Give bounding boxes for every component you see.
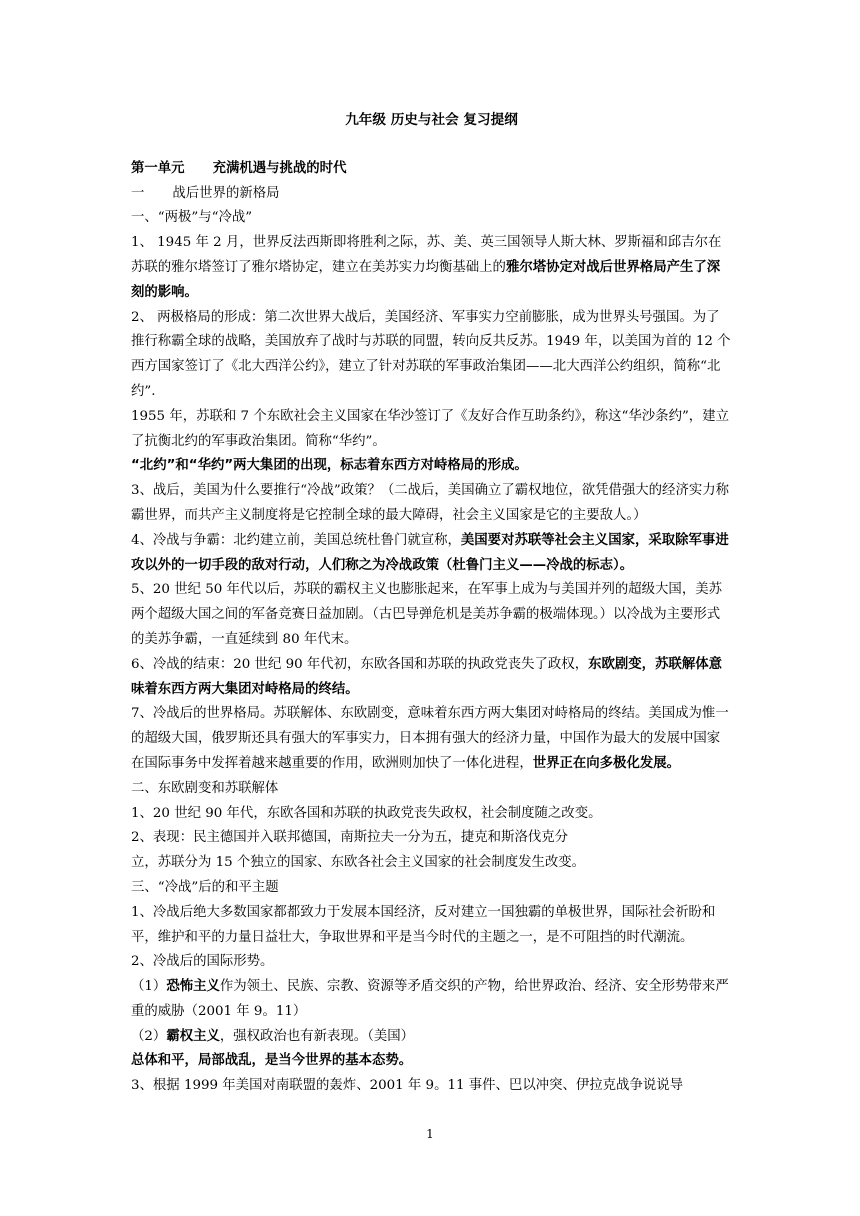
paragraph: 2、 两极格局的形成：第二次世界大战后，美国经济、军事实力空前膨胀，成为世界头号强国。为了推行称霸全球的战略，美国放弃了战时与苏联的同盟，转向反共反苏。1949 年，以美国为首的 12 个西方国家签订了《北大西洋公约》，建立了针对苏联的军事政治集团——北大西洋公约组织，简称“北约”. <box>131 309 731 399</box>
unit-heading <box>131 157 732 182</box>
key-point: 总体和平，局部战乱，是当今世界的基本态势。 <box>131 1053 413 1069</box>
subsection-heading: 二、东欧剧变和苏联解体 <box>131 780 279 796</box>
paragraph: 6、冷战的结束：20 世纪 90 年代初，东欧各国和苏联的执政党丧失了政权，东欧剧变，苏联解体意味着东西方两大集团对峙格局的终结。 <box>131 656 722 697</box>
paragraph: 3、战后，美国为什么要推行“冷战”政策？（二战后，美国确立了霸权地位，欲凭借强大的经济实力称霸世界，而共产主义制度将是它控制全球的最大障碍，社会主义国家是它的主要敌人。） <box>131 483 730 523</box>
unit-label: 第一单元 <box>131 160 185 176</box>
paragraph: 5、20 世纪 50 年代以后，苏联的霸权主义也膨胀起来，在军事上成为与美国并列的超级大国，美苏两个超级大国之间的军备竞赛日益加剧。（古巴导弹危机是美苏争霸的极端体现。）以冷战为主要形式的美苏争霸，一直延续到 80 年代末。 <box>131 582 722 647</box>
paragraph: （2）霸权主义，强权政治也有新表现。（美国） <box>131 1028 415 1044</box>
section-heading: 一 战后世界的新格局 <box>131 185 280 201</box>
paragraph: 1、 1945 年 2 月，世界反法西斯即将胜利之际，苏、美、英三国领导人斯大林、罗斯福和邱吉尔在苏联的雅尔塔签订了雅尔塔协定，建立在美苏实力均衡基础上的雅尔塔协定对战后世界格局产生了深刻的影响。 <box>131 235 722 300</box>
document-title: 九年级 历史与社会 复习提纲 <box>345 112 518 128</box>
paragraph: （1）恐怖主义作为领土、民族、宗教、资源等矛盾交织的产物，给世界政治、经济、安全形势带来严重的威胁（2001 年 9。11） <box>131 979 729 1019</box>
paragraph: 2、表现：民主德国并入联邦德国，南斯拉夫一分为五，捷克和斯洛伐克分 <box>131 830 569 846</box>
paragraph: 7、冷战后的世界格局。苏联解体、东欧剧变，意味着东西方两大集团对峙格局的终结。美国成为惟一的超级大国，俄罗斯还具有强大的军事实力，日本拥有强大的经济力量，中国作为最大的发展中国家在国际事务中发挥着越来越重要的作用，欧洲则加快了一体化进程，世界正在向多极化发展。 <box>131 706 729 771</box>
paragraph: 4、冷战与争霸：北约建立前，美国总统杜鲁门就宣称，美国要对苏联等社会主义国家，采取除军事进攻以外的一切手段的敌对行动，人们称之为冷战政策（杜鲁门主义——冷战的标志）。 <box>131 532 729 573</box>
paragraph: 2、冷战后的国际形势。 <box>131 954 274 970</box>
key-point: “北约”和“华约”两大集团的出现，标志着东西方对峙格局的形成。 <box>131 458 528 474</box>
paragraph: 1、20 世纪 90 年代，东欧各国和苏联的执政党丧失政权，社会制度随之改变。 <box>131 805 602 821</box>
subsection-heading: 三、“冷战”后的和平主题 <box>131 879 279 895</box>
unit-name: 充满机遇与挑战的时代 <box>212 160 347 176</box>
subsection-heading: 一、“两极”与“冷战” <box>131 210 253 226</box>
paragraph: 1955 年，苏联和 7 个东欧社会主义国家在华沙签订了《友好合作互助条约》，称这“华沙条约”，建立了抗衡北约的军事政治集团。简称“华约”。 <box>131 408 729 449</box>
paragraph: 立，苏联分为 15 个独立的国家、东欧各社会主义国家的社会制度发生改变。 <box>131 855 586 871</box>
document-body <box>131 108 732 1099</box>
paragraph: 1、冷战后绝大多数国家都都致力于发展本国经济，反对建立一国独霸的单极世界，国际社会祈盼和平，维护和平的力量日益壮大，争取世界和平是当今时代的主题之一，是不可阻挡的时代潮流。 <box>131 904 716 945</box>
page-number: 1 <box>426 1127 434 1141</box>
paragraph: 3、根据 1999 年美国对南联盟的轰炸、2001 年 9。11 事件、巴以冲突、伊拉克战争说说导 <box>131 1078 684 1094</box>
